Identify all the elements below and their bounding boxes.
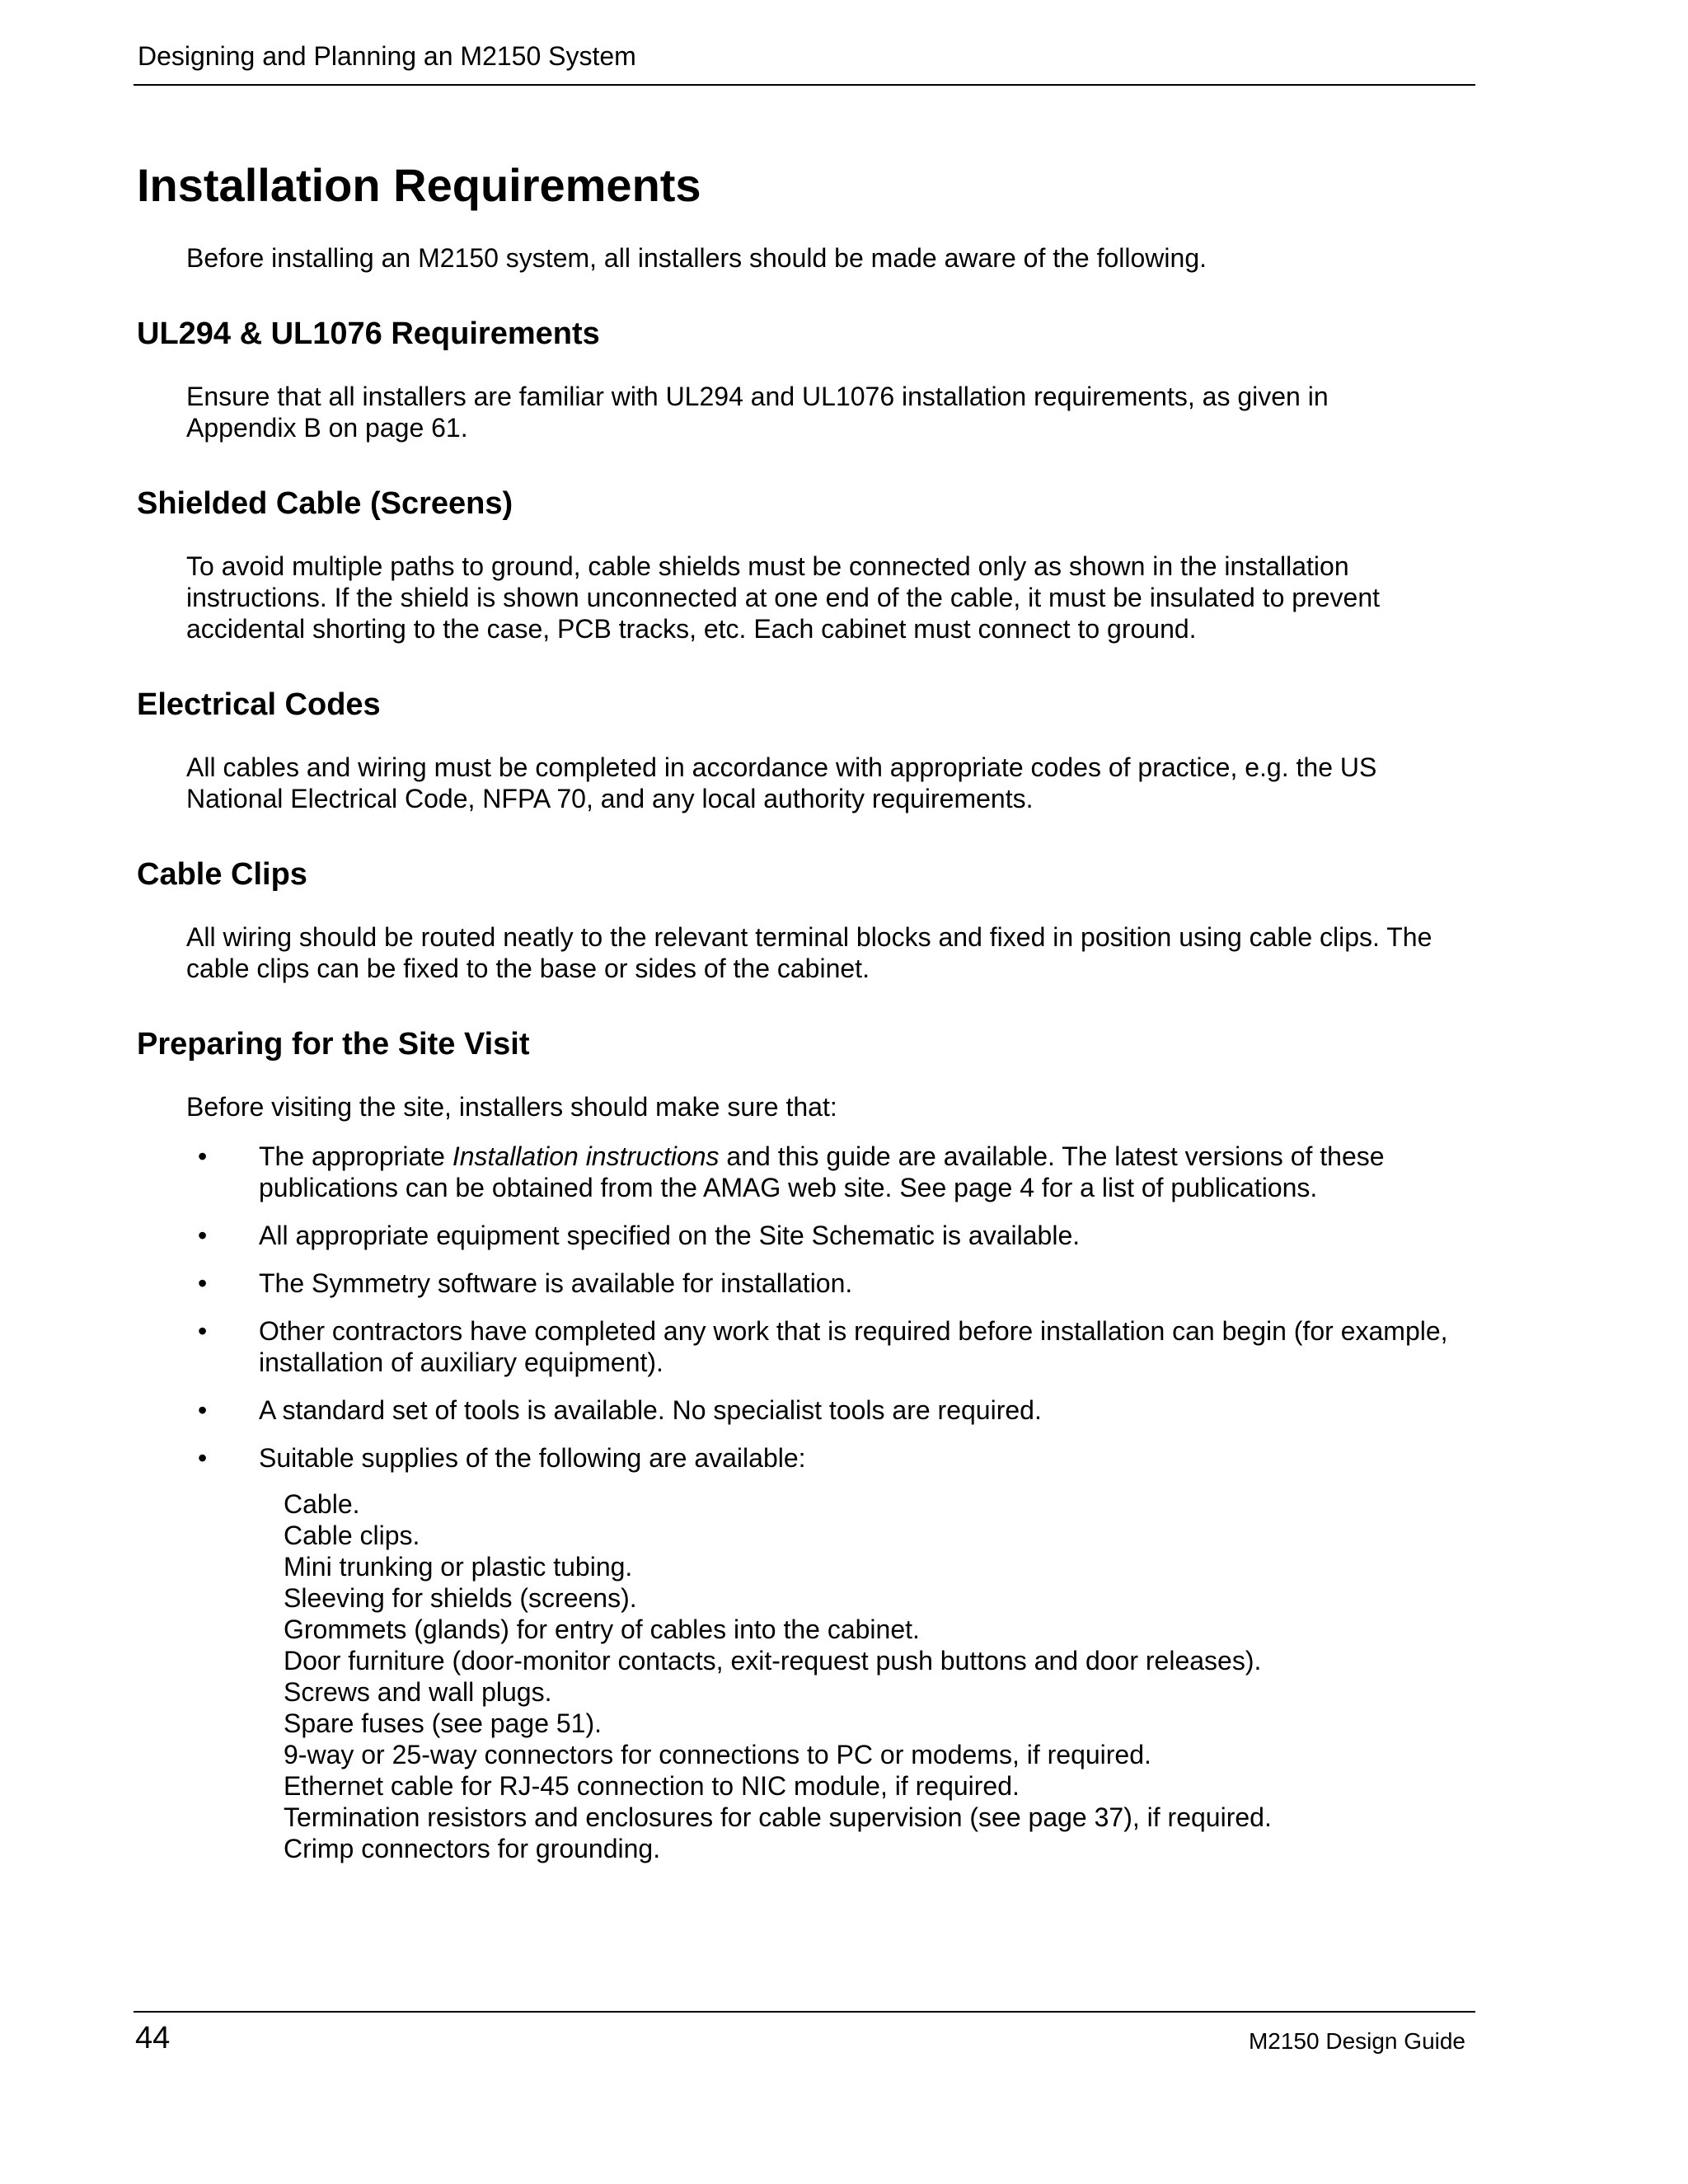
- bullet-icon: •: [198, 1221, 208, 1250]
- section-body-cable-clips: All wiring should be routed neatly to the relevant terminal blocks and fixed in position using cable clips. The cable clips can be fixed to the base or sides of the cabinet.: [186, 922, 1432, 983]
- supply-item: Termination resistors and enclosures for cable supervision (see page 37), if required.: [284, 1802, 1272, 1832]
- list-item: [137, 1268, 1470, 1299]
- list-item-text-end: and this guide are available. The latest versions of these publications can be obtained from the AMAG web site. See page 4 for a list of publications.: [259, 1141, 1385, 1202]
- bullet-icon: •: [198, 1316, 208, 1346]
- running-header: Designing and Planning an M2150 System: [138, 41, 636, 71]
- intro-paragraph: Before installing an M2150 system, all installers should be made aware of the following.: [186, 243, 1207, 273]
- section-heading-cable-clips: Cable Clips: [137, 857, 307, 892]
- list-item-text: The Symmetry software is available for installation.: [259, 1268, 853, 1298]
- supply-item: Spare fuses (see page 51).: [284, 1708, 603, 1738]
- section-body-ul-requirements: Ensure that all installers are familiar with UL294 and UL1076 installation requirements, as given in Appendix B on page 61.: [186, 382, 1329, 443]
- section-body-electrical-codes: All cables and wiring must be completed in accordance with appropriate codes of practice, e.g. the US National Electrical Code, NFPA 70, and any local authority requirements.: [186, 752, 1377, 813]
- page-number: 44: [135, 2021, 171, 2055]
- supply-item: Grommets (glands) for entry of cables into the cabinet.: [284, 1615, 920, 1644]
- supply-item: Cable.: [284, 1489, 360, 1519]
- supply-item: 9-way or 25-way connectors for connections to PC or modems, if required.: [284, 1740, 1151, 1769]
- list-item-text-start: The appropriate: [259, 1141, 452, 1171]
- supply-item: Sleeving for shields (screens).: [284, 1583, 637, 1613]
- bullet-icon: •: [198, 1268, 208, 1298]
- supply-item: Door furniture (door-monitor contacts, exit-request push buttons and door releases).: [284, 1646, 1262, 1675]
- supply-item: Ethernet cable for RJ-45 connection to NIC module, if required.: [284, 1771, 1020, 1801]
- page-content: [137, 157, 1472, 1864]
- section-body-shielded-cable: To avoid multiple paths to ground, cable shields must be connected only as shown in the installation instructions. If the shield is shown unconnected at one end of the cable, it must be insulated to prevent accidental shorting to the case, PCB tracks, etc. Each cabinet must connect to ground.: [186, 551, 1380, 644]
- footer-rule: [134, 2011, 1475, 2013]
- section-heading-site-visit: Preparing for the Site Visit: [137, 1027, 530, 1062]
- bullet-icon: •: [198, 1395, 208, 1425]
- list-item-emphasis: Installation instructions: [452, 1141, 720, 1171]
- bullet-icon: •: [198, 1443, 208, 1473]
- list-item: [137, 1394, 1470, 1426]
- bullet-icon: •: [198, 1141, 208, 1171]
- list-item-text: All appropriate equipment specified on the Site Schematic is available.: [259, 1221, 1081, 1250]
- section-body-site-visit: Before visiting the site, installers should make sure that:: [186, 1092, 837, 1122]
- list-item-text: Suitable supplies of the following are available:: [259, 1443, 806, 1473]
- page-title: Installation Requirements: [137, 159, 701, 211]
- section-heading-electrical-codes: Electrical Codes: [137, 687, 381, 722]
- supply-item: Crimp connectors for grounding.: [284, 1834, 661, 1863]
- section-heading-shielded-cable: Shielded Cable (Screens): [137, 486, 513, 521]
- section-heading-ul-requirements: UL294 & UL1076 Requirements: [137, 316, 600, 351]
- list-item: [137, 1315, 1470, 1378]
- supplies-list: [284, 1488, 1472, 1864]
- supply-item: Cable clips.: [284, 1521, 420, 1550]
- supply-item: Screws and wall plugs.: [284, 1677, 552, 1707]
- list-item: [137, 1442, 1470, 1474]
- supply-item: Mini trunking or plastic tubing.: [284, 1552, 633, 1582]
- list-item: [137, 1220, 1470, 1251]
- footer-doc-title: M2150 Design Guide: [1248, 2028, 1465, 2054]
- list-item-text: Other contractors have completed any work that is required before installation can begin (for example, installation of auxiliary equipment).: [259, 1316, 1448, 1377]
- site-visit-checklist: [137, 1141, 1472, 1474]
- list-item: [137, 1141, 1470, 1203]
- list-item-text: A standard set of tools is available. No specialist tools are required.: [259, 1395, 1042, 1425]
- header-rule: [134, 84, 1475, 86]
